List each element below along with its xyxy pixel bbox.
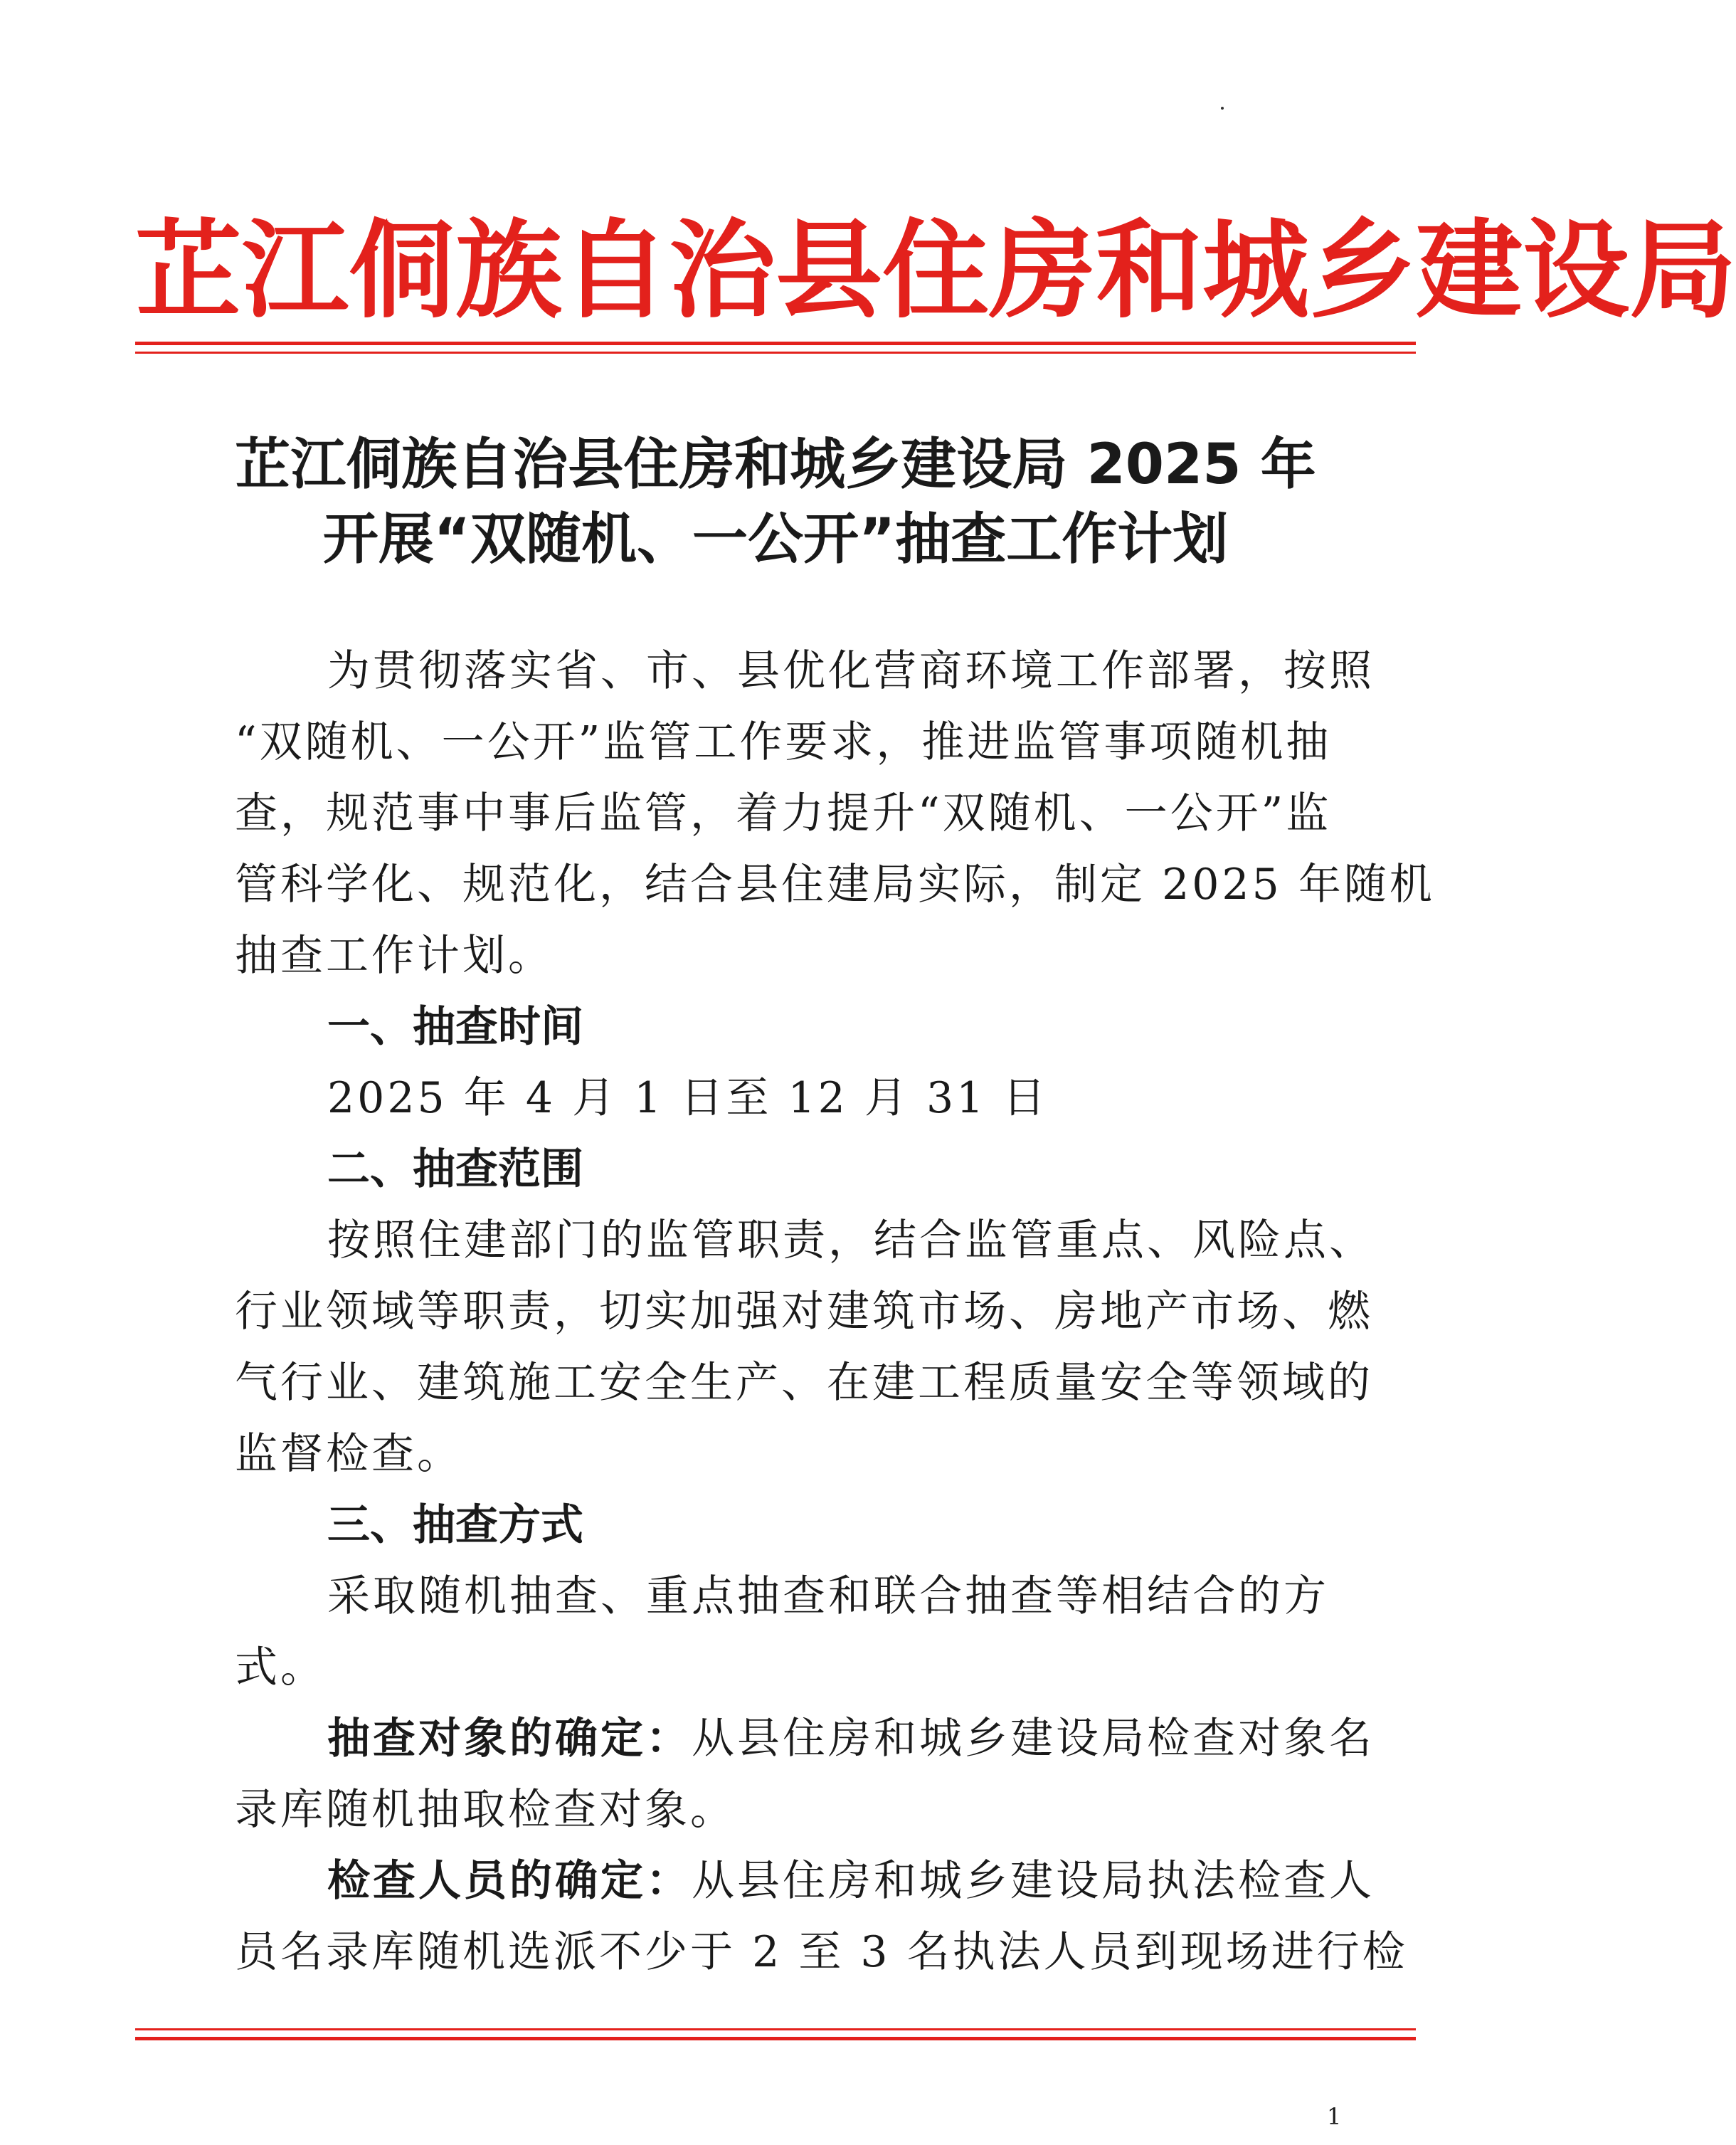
objects-paragraph — [327, 1704, 1437, 1766]
objects-text: 从县住房和城乡建设局检查对象名 — [692, 1714, 1375, 1764]
masthead-char: 建 — [1416, 208, 1523, 333]
masthead-char: 县 — [776, 208, 883, 333]
intro-line: 管科学化、规范化，结合县住建局实际，制定 2025 年随机 — [235, 860, 1435, 910]
footer-rule-thick — [135, 2037, 1416, 2040]
section-heading-method: 三、抽查方式 — [327, 1500, 583, 1550]
masthead-char: 芷 — [135, 208, 243, 333]
masthead-char: 城 — [1202, 208, 1310, 333]
page-number: 1 — [1327, 2103, 1342, 2130]
masthead-rule-thick — [135, 342, 1416, 345]
scope-line: 气行业、建筑施工安全生产、在建工程质量安全等领域的 — [235, 1358, 1373, 1408]
intro-line: 为贯彻落实省、市、县优化营商环境工作部署，按照 — [327, 646, 1375, 696]
scope-line: 监督检查。 — [235, 1429, 462, 1479]
method-line: 式。 — [235, 1643, 326, 1692]
scope-line: 按照住建部门的监管职责，结合监管重点、风险点、 — [327, 1216, 1375, 1265]
document-title-line2: 开展“双随机、一公开”抽查工作计划 — [322, 507, 1229, 571]
masthead-char: 侗 — [349, 208, 456, 333]
masthead-title — [135, 192, 1736, 349]
staff-text: 从县住房和城乡建设局执法检查人 — [692, 1856, 1375, 1906]
masthead-char: 自 — [562, 208, 669, 333]
section-heading-scope: 二、抽查范围 — [327, 1144, 583, 1194]
staff-paragraph — [327, 1847, 1437, 1908]
scope-line: 行业领域等职责，切实加强对建筑市场、房地产市场、燃 — [235, 1287, 1373, 1337]
masthead-char: 和 — [1096, 208, 1203, 333]
masthead-char: 房 — [989, 208, 1096, 333]
masthead-char: 族 — [455, 208, 563, 333]
masthead-char: 乡 — [1309, 208, 1417, 333]
intro-line: 查，规范事中事后监管，着力提升“双随机、一公开”监 — [235, 789, 1332, 838]
method-line: 采取随机抽查、重点抽查和联合抽查等相结合的方 — [327, 1571, 1329, 1621]
intro-line: “双随机、一公开”监管工作要求，推进监管事项随机抽 — [235, 717, 1332, 767]
masthead-char: 治 — [669, 208, 776, 333]
masthead-rule-thin — [135, 352, 1416, 354]
section-heading-time: 一、抽查时间 — [327, 1002, 583, 1052]
staff-label: 检查人员的确定： — [327, 1856, 692, 1906]
masthead-char: 设 — [1523, 208, 1630, 333]
document-title-line1: 芷江侗族自治县住房和城乡建设局 2025 年 — [235, 433, 1316, 497]
scan-speck — [1221, 107, 1224, 110]
objects-label: 抽查对象的确定： — [327, 1714, 692, 1764]
intro-line: 抽查工作计划。 — [235, 931, 554, 981]
objects-continuation: 录库随机抽取检查对象。 — [235, 1785, 736, 1835]
staff-continuation: 员名录库随机选派不少于 2 至 3 名执法人员到现场进行检 — [235, 1927, 1408, 1977]
masthead-char: 江 — [242, 208, 349, 333]
masthead-char: 住 — [882, 208, 990, 333]
footer-rule-thin — [135, 2028, 1416, 2030]
section-time-text: 2025 年 4 月 1 日至 12 月 31 日 — [327, 1073, 1049, 1123]
masthead-char: 局 — [1629, 208, 1736, 333]
